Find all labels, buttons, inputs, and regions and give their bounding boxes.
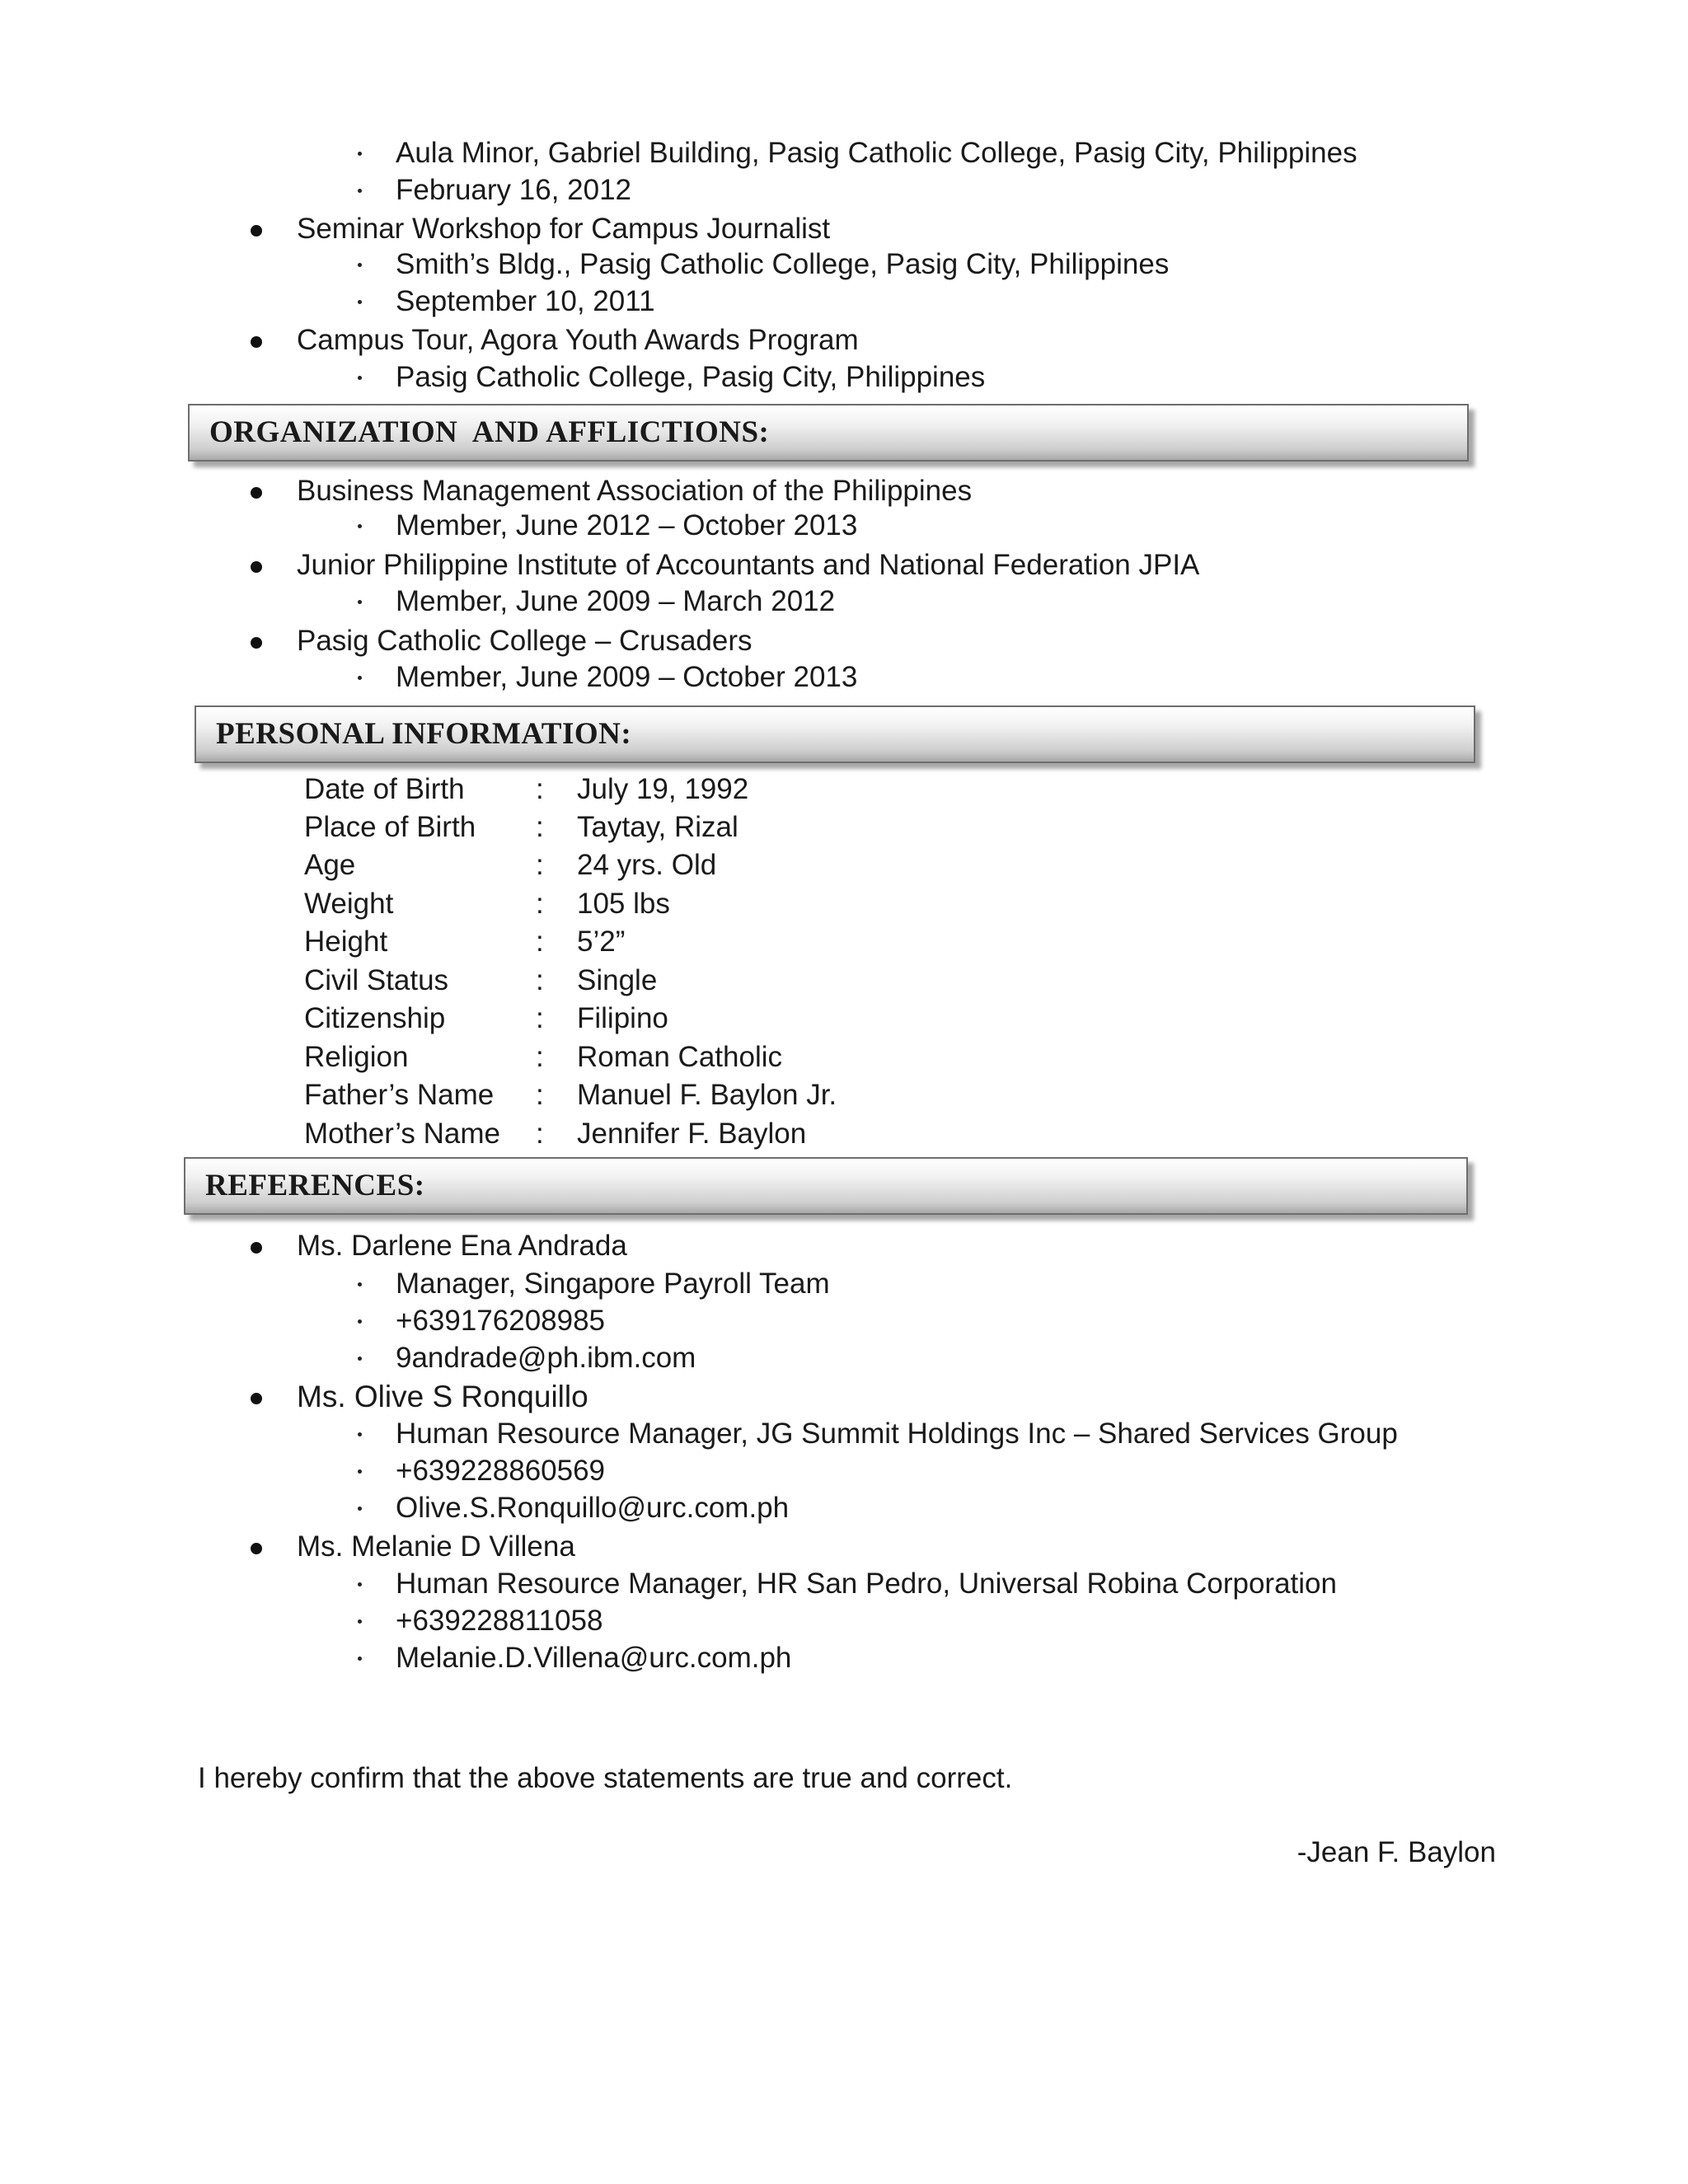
list-item: Pasig Catholic College – Crusaders <box>297 623 753 659</box>
list-subitem: +639228860569 <box>396 1453 605 1489</box>
info-value: Jennifer F. Baylon <box>577 1118 807 1150</box>
info-label: Citizenship <box>304 1002 446 1034</box>
info-value: 24 yrs. Old <box>577 849 717 881</box>
info-separator: : <box>536 1118 544 1150</box>
list-subitem: Member, June 2012 – October 2013 <box>396 508 857 544</box>
list-subitem: Aula Minor, Gabriel Building, Pasig Catholic College, Pasig City, Philippines <box>396 135 1357 171</box>
section-heading: REFERENCES: <box>205 1169 425 1202</box>
list-subitem: Member, June 2009 – October 2013 <box>396 659 857 696</box>
info-separator: : <box>536 888 544 920</box>
list-item: Business Management Association of the Philippines <box>297 473 972 509</box>
info-separator: : <box>536 1041 544 1073</box>
list-subitem: Smith’s Bldg., Pasig Catholic College, Pasig City, Philippines <box>396 246 1169 283</box>
info-label: Date of Birth <box>304 773 465 805</box>
list-item: Campus Tour, Agora Youth Awards Program <box>297 322 859 359</box>
info-label: Religion <box>304 1041 409 1073</box>
info-label: Weight <box>304 888 394 920</box>
info-value: Roman Catholic <box>577 1041 782 1073</box>
section-header-personal <box>195 705 1475 763</box>
info-separator: : <box>536 964 544 996</box>
list-subitem: +639176208985 <box>396 1303 605 1339</box>
list-item: Ms. Darlene Ena Andrada <box>297 1228 627 1264</box>
info-value: 105 lbs <box>577 888 670 920</box>
list-subitem: Human Resource Manager, JG Summit Holdings Inc – Shared Services Group <box>396 1416 1398 1452</box>
info-separator: : <box>536 773 544 805</box>
info-value: Manuel F. Baylon Jr. <box>577 1079 837 1111</box>
list-subitem: February 16, 2012 <box>396 172 631 209</box>
section-header-organizations <box>188 404 1469 462</box>
signature: -Jean F. Baylon <box>1296 1836 1496 1868</box>
list-subitem: Manager, Singapore Payroll Team <box>396 1266 830 1302</box>
info-value: July 19, 1992 <box>577 773 749 805</box>
info-label: Place of Birth <box>304 811 476 843</box>
list-subitem: +639228811058 <box>396 1603 603 1639</box>
info-separator: : <box>536 811 544 843</box>
list-item: Ms. Olive S Ronquillo <box>297 1380 588 1413</box>
list-subitem: Human Resource Manager, HR San Pedro, Universal Robina Corporation <box>396 1566 1337 1602</box>
info-separator: : <box>536 1079 544 1111</box>
info-label: Civil Status <box>304 964 449 996</box>
list-subitem: 9andrade@ph.ibm.com <box>396 1340 696 1376</box>
info-value: Filipino <box>577 1002 668 1034</box>
list-subitem: Member, June 2009 – March 2012 <box>396 583 835 620</box>
info-value: Single <box>577 964 658 996</box>
list-item: Junior Philippine Institute of Accountants and National Federation JPIA <box>297 547 1199 583</box>
list-subitem: Olive.S.Ronquillo@urc.com.ph <box>396 1490 789 1526</box>
section-heading: PERSONAL INFORMATION: <box>216 717 632 751</box>
info-label: Height <box>304 926 388 958</box>
list-item: Seminar Workshop for Campus Journalist <box>297 211 830 247</box>
list-subitem: September 10, 2011 <box>396 284 655 320</box>
info-separator: : <box>536 926 544 958</box>
info-label: Mother’s Name <box>304 1118 500 1150</box>
confirmation-statement: I hereby confirm that the above statements are true and correct. <box>198 1762 1013 1794</box>
list-item: Ms. Melanie D Villena <box>297 1529 575 1565</box>
list-subitem: Melanie.D.Villena@urc.com.ph <box>396 1640 791 1676</box>
list-subitem: Pasig Catholic College, Pasig City, Philippines <box>396 359 985 396</box>
info-separator: : <box>536 849 544 881</box>
info-separator: : <box>536 1002 544 1034</box>
info-value: Taytay, Rizal <box>577 811 738 843</box>
section-header-references <box>184 1157 1468 1215</box>
info-label: Father’s Name <box>304 1079 495 1111</box>
info-value: 5’2” <box>577 926 626 958</box>
info-label: Age <box>304 849 356 881</box>
section-heading: ORGANIZATION AND AFFLICTIONS: <box>209 415 770 449</box>
